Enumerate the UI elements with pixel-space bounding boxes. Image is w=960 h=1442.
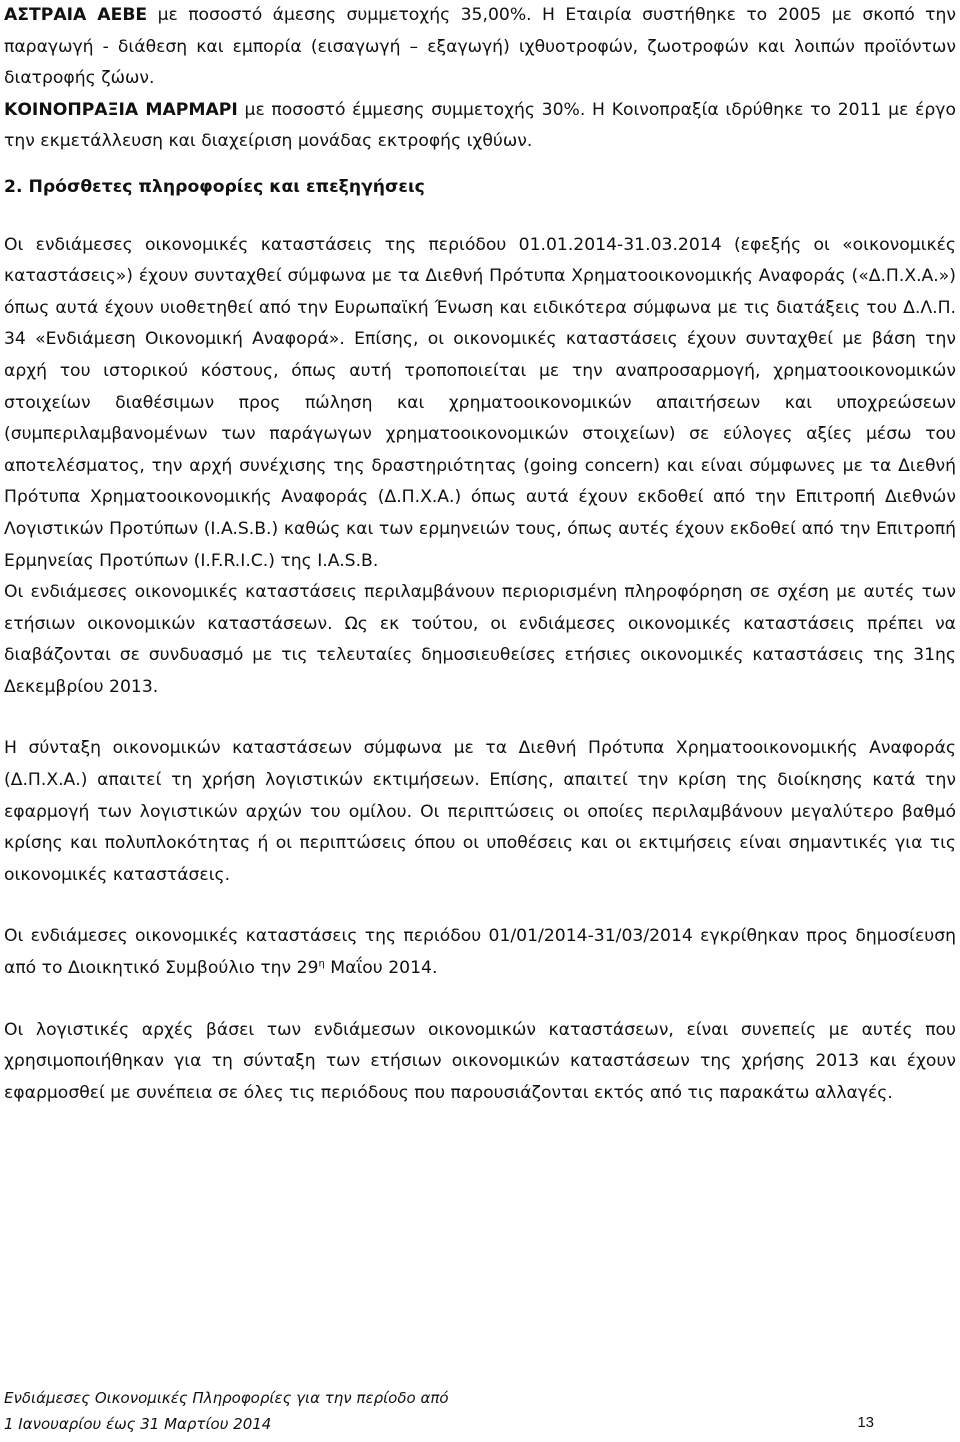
page-footer [4, 1385, 956, 1437]
spacer [4, 204, 956, 230]
paragraph-marmari [4, 95, 956, 158]
paragraph-approval [4, 921, 956, 984]
paragraph-accounting-policies: Οι λογιστικές αρχές βάσει των ενδιάμεσων οικονομικών καταστάσεων, είναι συνεπείς με αυτές που χρησιμοποιήθηκαν για τη σύνταξη των ετήσιων οικονομικών καταστάσεων της χρήσης 2013 και έχουν εφαρμοσθεί με συνέπεια σε όλες τις περιόδους που παρουσιάζονται εκτός από τις παρακάτω αλλαγές. [4, 1019, 956, 1103]
spacer [4, 158, 956, 172]
paragraph-limited-information: Οι ενδιάμεσες οικονομικές καταστάσεις περιλαμβάνουν περιορισμένη πληροφόρηση σε σχέση με αυτές των ετήσιων οικονομικών καταστάσεων. Ως εκ τούτου, οι ενδιάμεσες οικονομικές καταστάσεις πρέπει να διαβάζονται σε συνδυασμό με τις τελευταίες δημοσιευθείσες ετήσιες οικονομικές καταστάσεις της 31ης Δεκεμβρίου 2013. [4, 582, 956, 697]
paragraph-basis-of-preparation: Οι ενδιάμεσες οικονομικές καταστάσεις της περιόδου 01.01.2014-31.03.2014 (εφεξής οι «οικονομικές καταστάσεις») έχουν συνταχθεί σύμφωνα με τα Διεθνή Πρότυπα Χρηματοοικονομικής Αναφοράς («Δ.Π.Χ.Α.») όπως αυτά έχουν υιοθετηθεί από την Ευρωπαϊκή Ένωση και ειδικότερα σύμφωνα με τις διατάξεις του Δ.Λ.Π. 34 «Ενδιάμεση Οικονομική Αναφορά». Επίσης, οι οικονομικές καταστάσεις έχουν συνταχθεί με βάση την αρχή του ιστορικού κόστους, όπως αυτή τροποποιείται με την αναπροσαρμογή, χρηματοοικονομικών στοιχείων διαθέσιμων προς πώληση και χρηματοοικονομικών απαιτήσεων και υποχρεώσεων (συμπεριλαμβανομένων των παράγωγων χρηματοοικονομικών στοιχείων) σε εύλογες αξίες μέσω του αποτελέσματος, την αρχή συνέχισης της δραστηριότητας (going concern) και είναι σύμφωνες με τα Διεθνή Πρότυπα Χρηματοοικονομικής Αναφοράς (Δ.Π.Χ.Α.) όπως αυτά έχουν εκδοθεί από την Επιτροπή Διεθνών Λογιστικών Προτύπων (I.A.S.B.) καθώς και των ερμηνειών τους, όπως αυτές έχουν εκδοθεί από την Επιτροπή Ερμηνείας Προτύπων (I.F.R.I.C.) της I.A.S.B. [4, 234, 956, 571]
approval-date-text: Μαΐου 2014. [324, 958, 438, 979]
company-name-astraia: ΑΣΤΡΑΙΑ ΑΕΒΕ [4, 5, 148, 25]
footer-title: Ενδιάμεσες Οικονομικές Πληροφορίες για την περίοδο από [4, 1389, 449, 1407]
approval-superscript: η [318, 958, 325, 970]
approval-text: Οι ενδιάμεσες οικονομικές καταστάσεις της περιόδου 01/01/2014-31/03/2014 εγκρίθηκαν προς δημοσίευση από το Διοικητικό Συμβούλιο την 29 [4, 926, 956, 979]
spacer [4, 985, 956, 1015]
paragraph-marmari-text: με ποσοστό έμμεσης συμμετοχής 30%. Η Κοινοπραξία ιδρύθηκε το 2011 με έργο την εκμετάλλευση και διαχείριση μονάδας εκτροφής ιχθύων. [4, 99, 956, 152]
document-body [4, 0, 956, 1109]
footer-period: 1 Ιανουαρίου έως 31 Μαρτίου 2014 [4, 1415, 272, 1433]
spacer [4, 891, 956, 921]
page-number: 13 [857, 1414, 874, 1431]
paragraph-estimates: Η σύνταξη οικονομικών καταστάσεων σύμφωνα με τα Διεθνή Πρότυπα Χρηματοοικονομικής Αναφοράς (Δ.Π.Χ.Α.) απαιτεί τη χρήση λογιστικών εκτιμήσεων. Επίσης, απαιτεί την κρίση της διοίκησης κατά την εφαρμογή των λογιστικών αρχών του ομίλου. Οι περιπτώσεις οι οποίες περιλαμβάνουν μεγαλύτερο βαθμό κρίσης και πολυπλοκότητας ή οι περιπτώσεις όπου οι υποθέσεις και οι εκτιμήσεις είναι σημαντικές για τις οικονομικές καταστάσεις. [4, 738, 956, 885]
paragraph-astraia-text: με ποσοστό άμεσης συμμετοχής 35,00%. Η Εταιρία συστήθηκε το 2005 με σκοπό την παραγωγή - διάθεση και εμπορία (εισαγωγή – εξαγωγή) ιχθυοτροφών, ζωοτροφών και λοιπών προϊόντων διατροφής ζώων. [4, 5, 957, 89]
spacer [4, 703, 956, 733]
paragraph-astraia [4, 0, 956, 95]
section-heading: 2. Πρόσθετες πληροφορίες και επεξηγήσεις [4, 176, 425, 197]
company-name-marmari: ΚΟΙΝΟΠΡΑΞΙΑ ΜΑΡΜΑΡΙ [4, 99, 238, 120]
